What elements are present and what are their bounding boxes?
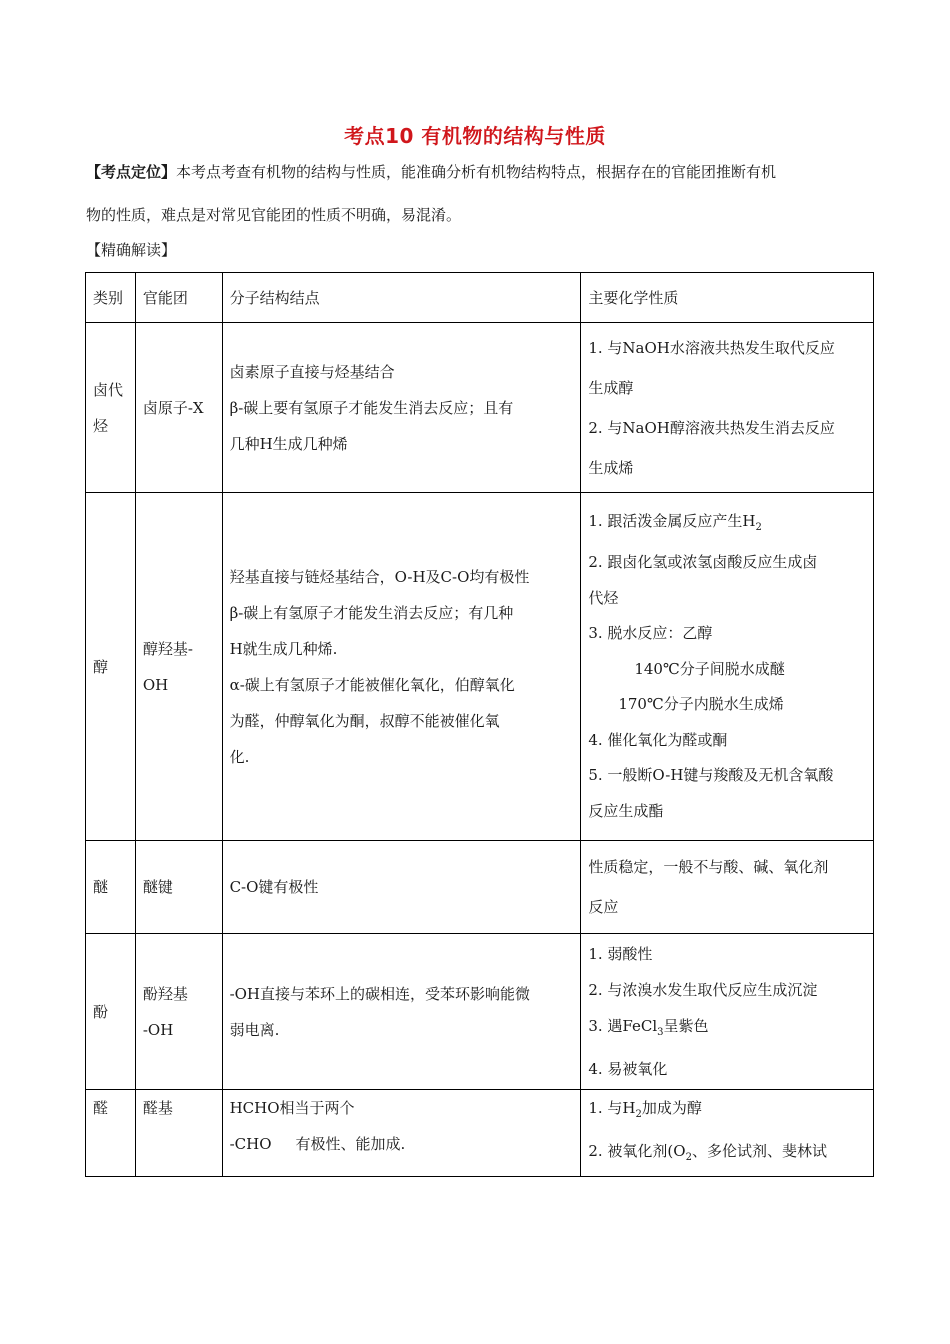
property-line [588,1133,866,1176]
category-line: 醛 [93,1099,109,1117]
structure-line: 卤素原子直接与烃基结合 [229,362,395,381]
table-row [86,934,874,1090]
row-structure [222,934,581,1090]
intro-label: 【考点定位】 [86,163,177,181]
property-line [588,1090,866,1133]
document-title: 考点10 有机物的结构与性质 [344,124,606,148]
row-properties [581,323,874,493]
group-line: 醛基 [142,1099,173,1117]
row-category [86,1090,136,1177]
property-line: 140℃分子间脱水成醚 [634,659,785,678]
row-properties [581,934,874,1090]
structure-line: β-碳上有氢原子才能发生消去反应；有几种 [229,603,514,622]
property-line: 2. 跟卤化氢或浓氢卤酸反应生成卤 [588,553,818,572]
category-line: 醇 [93,657,109,676]
property-line: 代烃 [588,588,619,607]
properties-table [85,272,874,1177]
intro-text-1: 本考点考查有机物的结构与性质，能准确分析有机物结构特点，根据存在的官能团推断有机 [176,163,777,181]
subscript: 2 [755,521,762,533]
property-line: 5. 一般断O-H键与羧酸及无机含氧酸 [588,766,834,785]
structure-line: H就生成几种烯. [229,639,338,658]
subscript: 2 [635,1109,642,1120]
property-line: 1. 与NaOH水溶液共热发生取代反应 [588,338,835,357]
section-label: 【精确解读】 [86,241,177,259]
structure-line: 为醛，仲醇氧化为酮，叔醇不能被催化氧 [229,711,500,730]
property-line: 生成醇 [588,378,634,397]
property-text: 1. 与H [588,1099,636,1117]
property-text: 呈紫色 [663,1017,709,1035]
subscript: 3 [657,1027,664,1038]
property-text: 、多伦试剂、斐林试 [691,1142,827,1160]
structure-text: -CHO [229,1135,272,1153]
row-properties [581,1090,874,1177]
property-text: 1. 跟活泼金属反应产生H [588,511,756,530]
group-line: 卤原子-X [142,398,204,417]
group-line: 醇羟基-OH [142,639,193,694]
structure-line: 几种H生成几种烯 [229,434,348,453]
header-category: 类别 [86,273,136,323]
row-properties [581,493,874,841]
row-functional-group [135,934,222,1090]
property-line: 2. 与浓溴水发生取代反应生成沉淀 [588,981,818,999]
table-header-row [86,273,874,323]
intro-paragraph-line-1 [86,160,776,184]
structure-line: 羟基直接与链烃基结合，O-H及C-O均有极性 [229,567,530,586]
table-row [86,493,874,841]
header-structure: 分子结构结点 [222,273,581,323]
category-line: 烃 [93,416,109,435]
intro-paragraph-line-2: 物的性质，难点是对常见官能团的性质不明确，易混淆。 [86,206,462,224]
structure-line: HCHO相当于两个 [229,1099,355,1117]
row-structure [222,493,581,841]
property-line: 4. 催化氧化为醛或酮 [588,730,728,749]
row-functional-group [135,1090,222,1177]
subscript: 2 [685,1152,692,1163]
structure-line: -OH直接与苯环上的碳相连，受苯环影响能微 [229,984,531,1003]
property-line [588,1008,866,1051]
property-line: 反应 [588,898,619,916]
group-line: 酚羟基 [142,984,188,1003]
table-row [86,323,874,493]
structure-line: 化. [229,747,250,766]
property-text: 3. 遇FeCl [588,1017,658,1035]
property-line: 3. 脱水反应：乙醇 [588,624,713,643]
row-properties [581,841,874,934]
category-line: 酚 [93,1002,109,1021]
property-line: 反应生成酯 [588,801,664,820]
property-line: 性质稳定，一般不与酸、碱、氧化剂 [588,858,829,876]
row-structure [222,1090,581,1177]
structure-text: 有极性、能加成. [295,1135,406,1153]
row-category [86,934,136,1090]
structure-line: 弱电离. [229,1020,280,1039]
row-category [86,323,136,493]
table-row [86,1090,874,1177]
category-line: 卤代 [93,380,124,399]
property-line [588,504,866,546]
group-line: -OH [142,1020,174,1039]
property-line: 2. 与NaOH醇溶液共热发生消去反应 [588,418,835,437]
table-row [86,841,874,934]
row-structure [222,841,581,934]
row-category [86,841,136,934]
row-functional-group [135,493,222,841]
header-functional-group: 官能团 [135,273,222,323]
property-line: 生成烯 [588,458,634,477]
header-properties: 主要化学性质 [581,273,874,323]
structure-line: α-碳上有氢原子才能被催化氧化，伯醇氧化 [229,675,515,694]
structure-line: C-O键有极性 [229,878,319,896]
category-line: 醚 [93,878,109,896]
property-text: 2. 被氧化剂(O [588,1142,686,1160]
property-line: 4. 易被氧化 [588,1060,668,1078]
structure-line [230,1126,574,1162]
row-functional-group [135,841,222,934]
property-line: 1. 弱酸性 [588,945,653,963]
property-line: 170℃分子内脱水生成烯 [618,695,784,714]
row-structure [222,323,581,493]
group-line: 醚键 [142,878,173,896]
structure-line: β-碳上要有氢原子才能发生消去反应；且有 [229,398,514,417]
row-functional-group [135,323,222,493]
property-text: 加成为醇 [641,1099,702,1117]
row-category [86,493,136,841]
